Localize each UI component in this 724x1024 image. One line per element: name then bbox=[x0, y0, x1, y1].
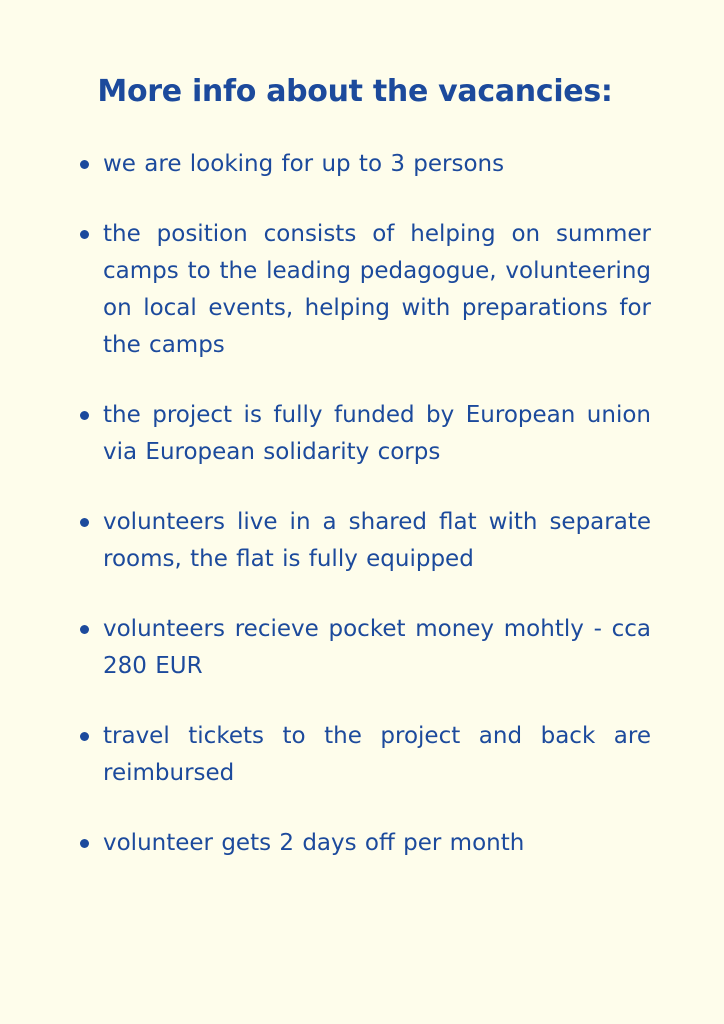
list-item-text: travel tickets to the project and back are reimbursed bbox=[103, 723, 651, 786]
bullet-icon bbox=[80, 625, 89, 634]
bullet-icon bbox=[80, 411, 89, 420]
list-item-text: we are looking for up to 3 persons bbox=[103, 151, 505, 177]
bullet-icon bbox=[80, 839, 89, 848]
bullet-icon bbox=[80, 518, 89, 527]
list-item bbox=[0, 718, 724, 792]
list-item bbox=[0, 504, 724, 578]
vacancy-info-list bbox=[0, 146, 724, 895]
list-item bbox=[0, 216, 724, 364]
page-title: More info about the vacancies: bbox=[97, 74, 613, 109]
list-item-text: the project is fully funded by European union via European solidarity corps bbox=[103, 402, 651, 465]
list-item bbox=[0, 397, 724, 471]
bullet-icon bbox=[80, 732, 89, 741]
list-item-text: volunteers live in a shared flat with separate rooms, the flat is fully equipped bbox=[103, 509, 651, 572]
list-item-text: volunteers recieve pocket money mohtly - cca 280 EUR bbox=[103, 616, 651, 679]
list-item bbox=[0, 146, 724, 183]
list-item bbox=[0, 825, 724, 862]
list-item-text: the position consists of helping on summer camps to the leading pedagogue, volunteering on local events, helping with preparations for the camps bbox=[103, 221, 651, 358]
list-item-text: volunteer gets 2 days off per month bbox=[103, 830, 525, 856]
list-item bbox=[0, 611, 724, 685]
bullet-icon bbox=[80, 230, 89, 239]
bullet-icon bbox=[80, 160, 89, 169]
